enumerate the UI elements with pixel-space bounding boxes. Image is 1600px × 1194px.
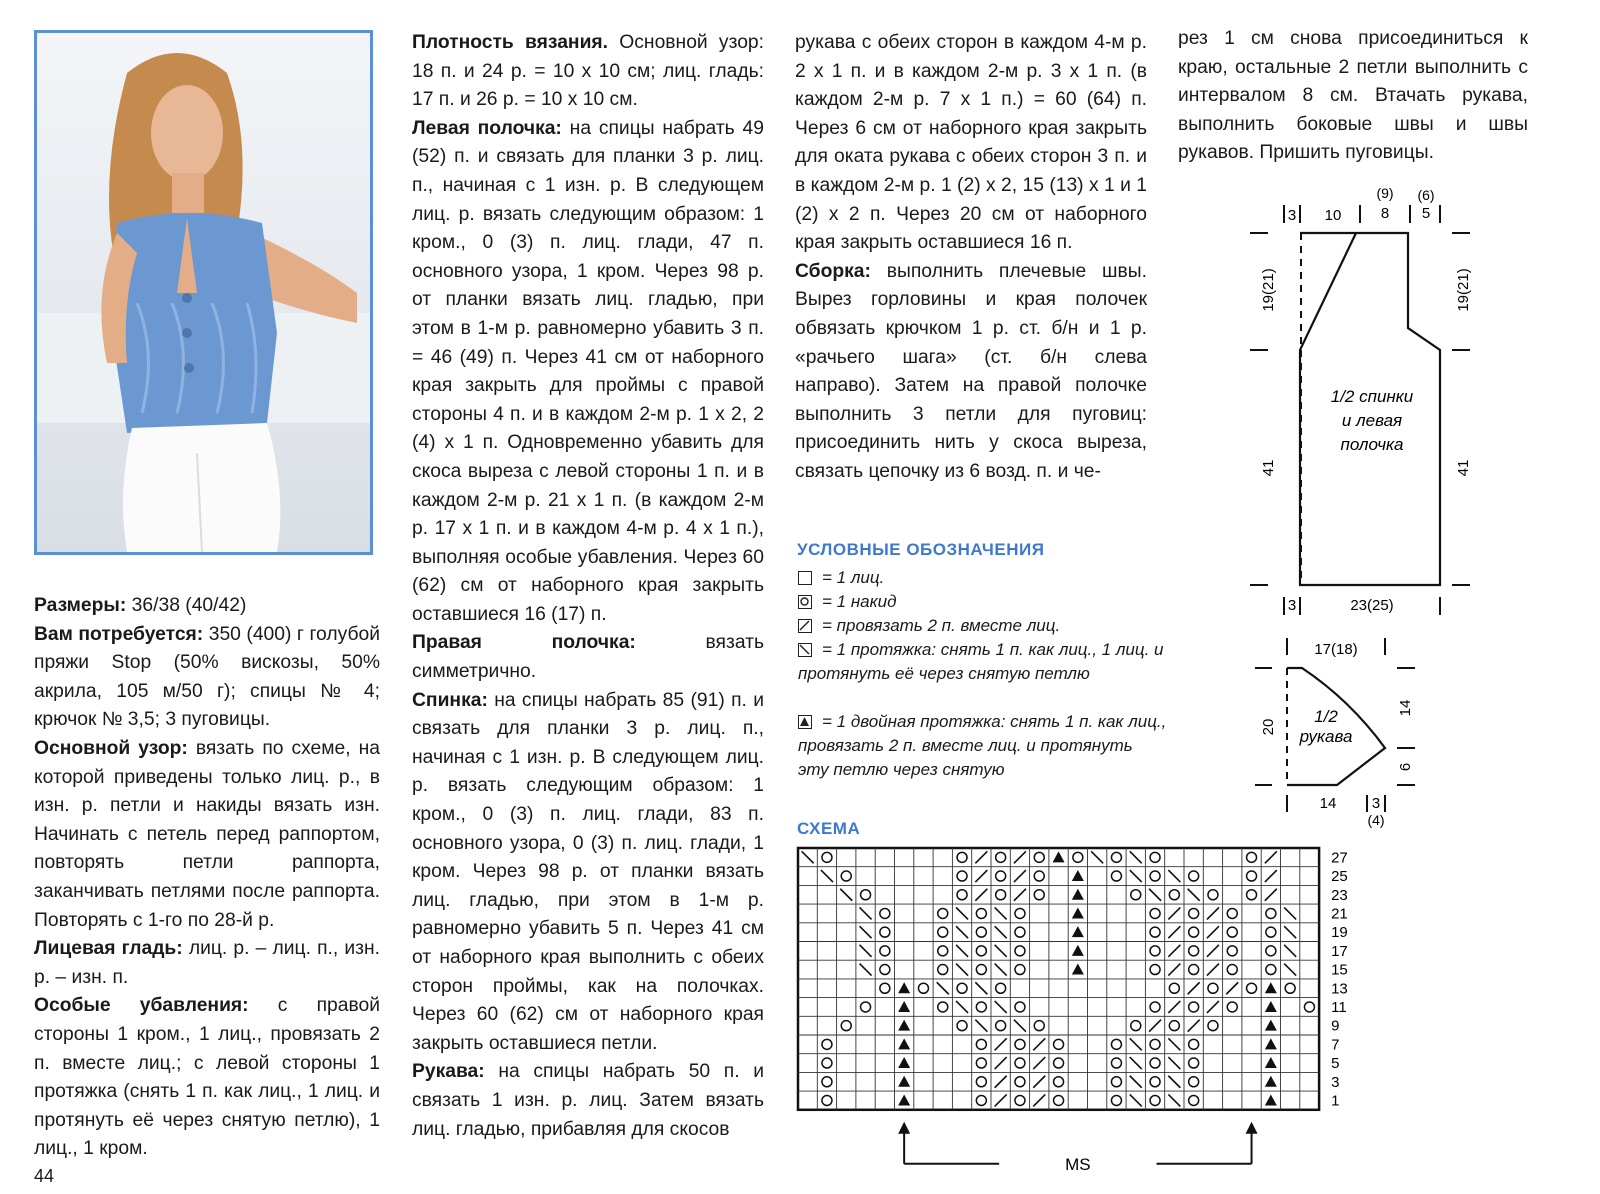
left-front-label: Левая полочка: [412, 117, 562, 139]
column-4 [1178, 25, 1528, 168]
row-label: 5 [1331, 1055, 1340, 1073]
row-label: 17 [1331, 942, 1348, 960]
assembly-text: выполнить плечевые швы. Вырез горловины и края полочек обвязать крючком 1 р. ст. б/н и 1 р. «рачьего шага» (ст. б/н слева направо). Затем на правой полочке выполнить 3 петли для пуговиц: присоединить нить у скоса выреза, связать цепочку из 6 возд. п. и че- [795, 260, 1147, 482]
dim-top-10: 10 [1324, 207, 1342, 224]
row-label: 11 [1331, 998, 1347, 1016]
sleeves-continued-text: рукава с обеих сторон в каждом 4-м р. 2 х 1 п. и в каждом 2-м р. 3 х 1 п. (в каждом 2-м р. 7 х 1 п.) = 60 (64) п. Через 6 см от наборного края закрыть для оката рукава с обеих сторон 3 п. и в каждом 2-м р. 1 (2) х 2, 15 (13) х 1 и 1 (2) х 2 п. Через 20 см от наборного края закрыть оставшиеся 16 п. [795, 32, 1147, 254]
row-label: 21 [1331, 905, 1348, 923]
sizes-label: Размеры: [34, 595, 127, 616]
sleeve-caption-2: рукава [1299, 727, 1353, 746]
scheme-title: СХЕМА [797, 819, 861, 838]
dim-top-3: 3 [1287, 207, 1297, 224]
row-label: 13 [1331, 980, 1348, 998]
dim-top-9: (9) [1376, 185, 1394, 201]
dim-top-6: (6) [1417, 187, 1435, 203]
column-1 [34, 592, 380, 1164]
stockinette-label: Лицевая гладь: [34, 938, 183, 960]
double-decrease-symbol-icon [798, 715, 812, 729]
body-outline [1300, 233, 1440, 585]
body-schematic [1240, 180, 1500, 620]
sleeves-text: на спицы набрать 50 п. и связать 1 изн. р. лиц. Затем вязать лиц. гладью, прибавляя для скосов [412, 1061, 764, 1140]
materials-text: 350 (400) г голубой пряжи Stop (50% вискозы, 50% акрила, 105 м/50 г); спицы № 4; крючок № 3,5; 3 пуговицы. [34, 623, 381, 731]
dim-top-5: 5 [1421, 205, 1431, 222]
left-front-text: на спицы набрать 49 (52) п. и связать для планки 3 р. лиц. п., начиная с 1 изн. р. В следующем лиц. р. вязать следующим образом: 1 кром., 0 (3) п. лиц. глади, 47 п. основного узора, 1 кром. Через 98 р. от планки вязать лиц. гладью, при этом в 1-м р. равномерно убавить 3 п. = 46 (49) п. Через 41 см от наборного края закрыть для проймы с правой стороны 4 п. и в каждом 2-м р. 1 х 2, 2 (4) х 1 п. Одновременно убавить для скоса выреза с левой стороны 1 п. и в каждом 2-м р. 21 х 1 п. (в каждом 2-м р. 17 х 1 п. и в каждом 4-м р. 4 х 1 п.), выполняя особые убавления. Через 60 (62) см от наборного края закрыть оставшиеся 16 (17) п. [412, 117, 764, 625]
sleeve-caption-1: 1/2 [1314, 707, 1338, 726]
sleeve-dim-6: 6 [1397, 762, 1414, 772]
dim-right-length: 41 [1455, 459, 1472, 477]
legend-item-double-decrease: = 1 двойная протяжка: снять 1 п. как лиц., провязать 2 п. вместе лиц. и протянуть эту петлю через снятую [798, 712, 1167, 779]
legend-item-knit: = 1 лиц. [798, 566, 1168, 590]
sleeve-schematic [1240, 630, 1440, 830]
body-caption-1: 1/2 спинки [1330, 387, 1414, 406]
model-photo [34, 30, 373, 555]
back-label: Спинка: [412, 689, 488, 711]
main-pattern-text: вязать по схеме, на которой приведены только лиц. р., в изн. р. петли и накиды вязать изн. Начинать с петель перед раппортом, повторять петли раппорта, заканчивать петлями после раппорта. Повторять с 1-го по 28-й р. [34, 737, 380, 931]
back-text: на спицы набрать 85 (91) п. и связать для планки 3 р. лиц. п., начиная с 1 изн. р. В следующем лиц. р. вязать следующим образом: 1 кром., 0 (3) п. лиц. глади, 83 п. основного узора, 0 (3) п. лиц. глади, 1 кром. Через 98 р. от планки вязать лиц. гладью, при этом в 1-м р. равномерно убавить 5 п. Через 41 см от наборного края выполнить с обеих сторон проймы, как на полочках. Через 60 (62) см от наборного края закрыть оставшиеся петли. [412, 689, 764, 1054]
row-label: 27 [1331, 849, 1348, 867]
right-front-text: вязать симметрично. [412, 632, 765, 683]
row-label: 19 [1331, 924, 1348, 942]
main-pattern-label: Основной узор: [34, 737, 188, 759]
legend-title: УСЛОВНЫЕ ОБОЗНАЧЕНИЯ [797, 540, 1045, 559]
column-3 [795, 29, 1147, 487]
row-label: 3 [1331, 1073, 1340, 1091]
row-label: 25 [1331, 868, 1348, 886]
gauge-label: Плотность вязания. [412, 32, 609, 53]
special-decreases-label: Особые убавления: [34, 995, 249, 1017]
legend-item-skp: = 1 протяжка: снять 1 п. как лиц., 1 лиц. и протянуть её через снятую петлю [798, 640, 1164, 683]
materials-label: Вам потребуется: [34, 623, 204, 645]
stockinette-text: лиц. р. – лиц. п., изн. р. – изн. п. [34, 938, 380, 988]
dim-right-armhole: 19(21) [1455, 268, 1472, 312]
yarn-over-symbol-icon [798, 595, 812, 609]
sleeve-dim-bottom-14: 14 [1319, 795, 1337, 812]
column-2 [412, 29, 764, 1144]
row-label: 1 [1331, 1092, 1340, 1110]
gauge-text: Основной узор: 18 п. и 24 р. = 10 х 10 см; лиц. гладь: 17 п. и 26 р. = 10 х 10 см. [412, 32, 764, 111]
assembly-continued-text: рез 1 см снова присоединиться к краю, остальные 2 петли выполнить с интервалом 8 см. Втачать рукава, выполнить боковые швы и швы рукавов. Пришить пуговицы. [1178, 28, 1528, 164]
sleeve-dim-left: 20 [1260, 718, 1277, 736]
legend-item-k2tog: = провязать 2 п. вместе лиц. [798, 614, 1168, 638]
sleeve-dim-bottom-4: (4) [1367, 812, 1385, 828]
sizes-text: 36/38 (40/42) [126, 595, 247, 616]
photo-illustration [37, 33, 370, 552]
k2tog-symbol-icon [798, 619, 812, 633]
legend-item-yarn-over: = 1 накид [798, 590, 1168, 614]
row-label: 9 [1331, 1017, 1340, 1035]
special-decreases-text: с правой стороны 1 кром., 1 лиц., провязать 2 п. вместе лиц.; с левой стороны 1 протяжка (снять 1 п. как лиц., 1 лиц. и протянуть её через снятую петлю), 1 лиц., 1 кром. [34, 995, 380, 1160]
repeat-label: MS [1065, 1154, 1091, 1170]
dim-left-armhole: 19(21) [1260, 268, 1277, 312]
row-label: 23 [1331, 886, 1348, 904]
stitch-chart [790, 840, 1390, 1170]
page-number: 44 [34, 1166, 55, 1186]
right-front-label: Правая полочка: [412, 632, 636, 654]
dim-top-8: 8 [1380, 205, 1390, 222]
dim-left-length: 41 [1260, 459, 1277, 477]
assembly-label: Сборка: [795, 260, 871, 282]
dim-bottom-3: 3 [1287, 597, 1297, 614]
body-caption-3: полочка [1340, 435, 1404, 454]
knit-symbol-icon [798, 571, 812, 585]
sleeves-label: Рукава: [412, 1061, 485, 1083]
sleeve-dim-bottom-3: 3 [1371, 795, 1381, 812]
row-label: 15 [1331, 961, 1348, 979]
row-label: 7 [1331, 1036, 1340, 1054]
dim-bottom-width: 23(25) [1350, 597, 1394, 614]
body-caption-2: и левая [1341, 411, 1403, 430]
sleeve-dim-top: 17(18) [1314, 641, 1358, 658]
sleeve-dim-cap: 14 [1397, 699, 1414, 717]
skp-symbol-icon [798, 643, 812, 657]
